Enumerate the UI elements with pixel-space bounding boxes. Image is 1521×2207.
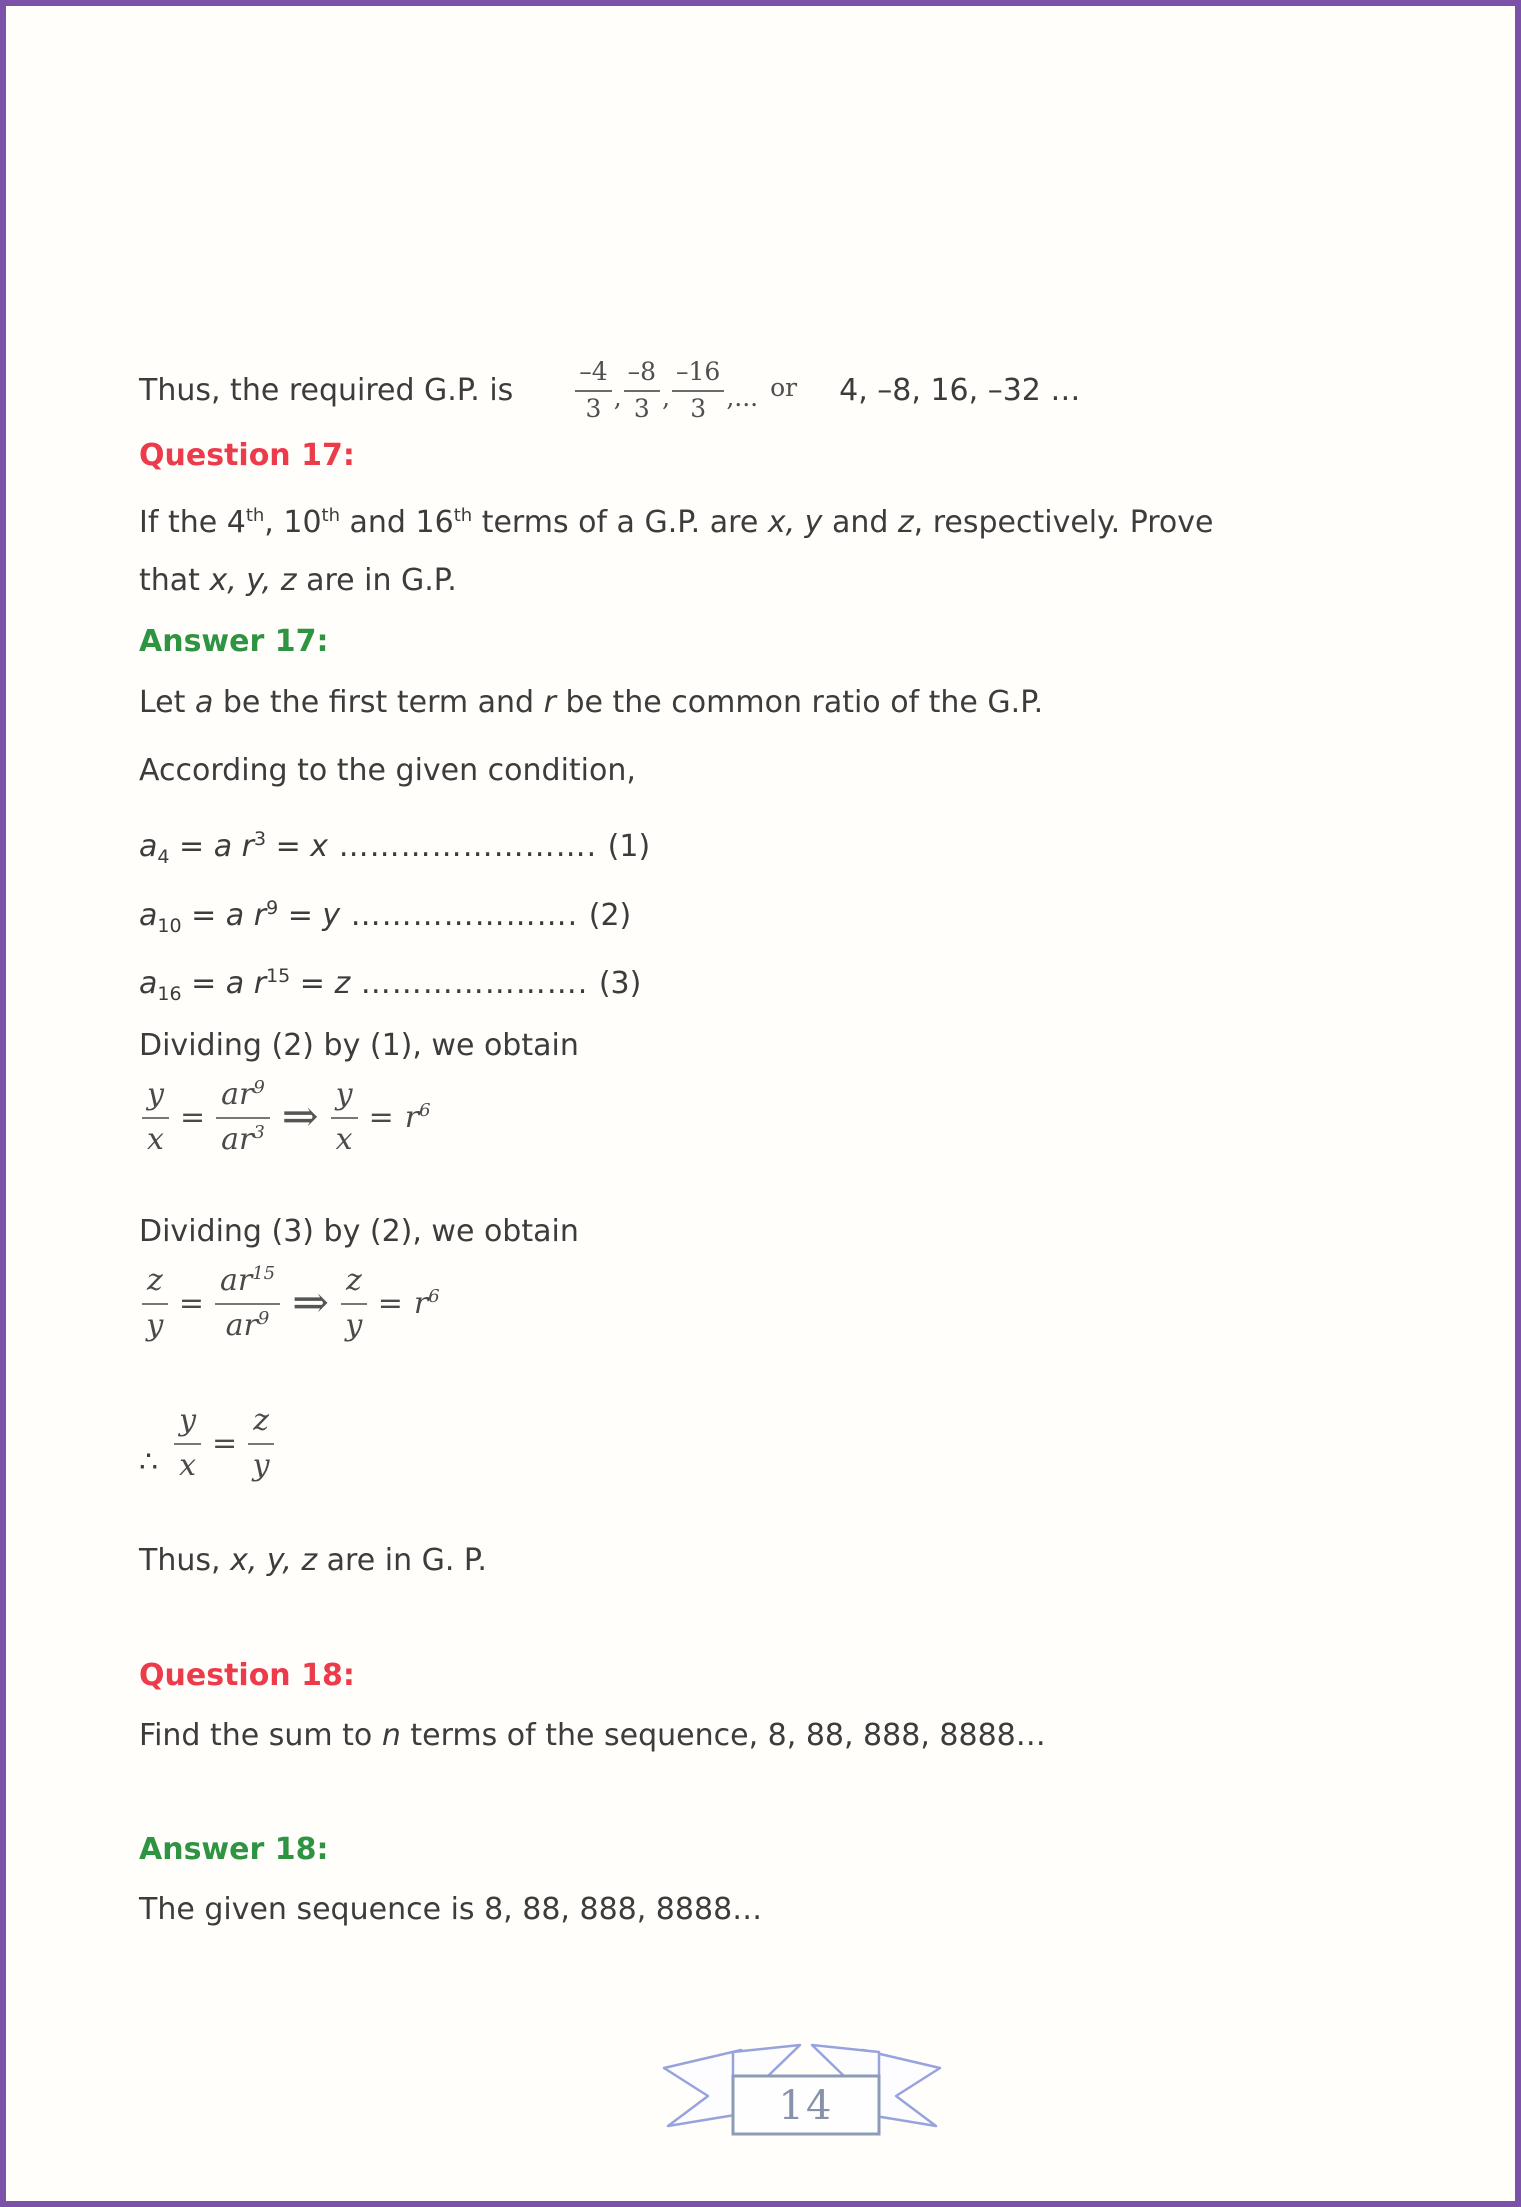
equation-2-label: (2): [588, 898, 632, 933]
question-17-text-line1: If the 4th, 10th and 16th terms of a G.P. are x, y and z, respectively. Prove: [139, 505, 1214, 540]
intro-line: [139, 358, 1080, 424]
intro-fraction-group: [575, 358, 797, 424]
fraction-ar9-over-ar3: $\frac{ar^9}{ar^3}$: [216, 1078, 270, 1157]
page-number: 14: [778, 2083, 834, 2129]
ribbon-right-fold: [812, 2045, 879, 2076]
ribbon-left-fold: [733, 2045, 800, 2076]
implies-arrow-icon: ⇒: [292, 1277, 329, 1329]
question-18-text: Find the sum to n terms of the sequence, 8, 88, 888, 8888…: [139, 1718, 1046, 1753]
fraction-z-over-y: $\frac{z}{y}$: [341, 1264, 367, 1343]
fraction-minus8-3: $\frac{-8}{3}$: [624, 358, 660, 424]
equals-sign: =: [212, 1425, 238, 1461]
equation-1: $a_4 = a$ $r^3 = x$ ……………………. (1): [139, 828, 651, 868]
question-17-text-line2: that x, y, z are in G.P.: [139, 563, 457, 598]
equals-sign: =: [179, 1099, 206, 1135]
answer-18-text: The given sequence is 8, 88, 888, 8888…: [139, 1892, 763, 1927]
fraction-y-over-x: $\frac{y}{x}$: [331, 1078, 358, 1157]
answer-18-heading: Answer 18:: [139, 1832, 329, 1867]
answer-17-heading: Answer 17:: [139, 624, 329, 659]
ordinal-suffix: th: [245, 505, 265, 526]
equation-1-label: (1): [607, 829, 651, 864]
page-number-ribbon: [656, 2038, 948, 2142]
question-18-heading: Question 18:: [139, 1658, 355, 1693]
fraction-z-over-y: $\frac{z}{y}$: [142, 1264, 168, 1343]
fraction-separator: ,: [662, 382, 671, 412]
intro-prefix: Thus, the required G.P. is: [139, 372, 514, 408]
fraction-ellipsis: ,...: [726, 382, 759, 412]
r-power-6: $r^6$: [404, 1099, 431, 1135]
equals-sign: =: [178, 1285, 204, 1321]
dividing-3-by-2-line: Dividing (3) by (2), we obtain: [139, 1214, 579, 1249]
fraction-equation-1: [142, 1078, 431, 1157]
ordinal-suffix: th: [321, 505, 340, 526]
fraction-minus16-3: $\frac{-16}{3}$: [672, 358, 724, 424]
equation-2: $a_{10} = a$ $r^9 = y$ …………………. (2): [139, 897, 632, 937]
implies-arrow-icon: ⇒: [281, 1091, 319, 1143]
fraction-equation-2: [142, 1264, 440, 1343]
intro-suffix: 4, –8, 16, –32 …: [839, 372, 1081, 408]
fraction-ar15-over-ar9: $\frac{ar^{15}}{ar^9}$: [215, 1264, 280, 1343]
fraction-y-over-x: $\frac{y}{x}$: [174, 1404, 201, 1483]
equation-3: $a_{16} = a$ $r^{15} = z$ …………………. (3): [139, 965, 642, 1005]
or-word: or: [770, 372, 798, 402]
therefore-symbol: ∴: [139, 1445, 159, 1480]
fraction-minus4-3: $\frac{-4}{3}$: [575, 358, 611, 424]
equation-3-label: (3): [598, 966, 642, 1001]
fraction-z-over-y: $\frac{z}{y}$: [248, 1404, 274, 1483]
ordinal-suffix: th: [453, 505, 473, 526]
equals-sign: =: [377, 1285, 403, 1321]
r-power-6: $r^6$: [413, 1285, 440, 1321]
equals-sign: =: [368, 1099, 394, 1135]
answer-17-line2: According to the given condition,: [139, 753, 636, 788]
fraction-y-over-x: $\frac{y}{x}$: [142, 1078, 169, 1157]
dividing-2-by-1-line: Dividing (2) by (1), we obtain: [139, 1028, 579, 1063]
thus-conclusion-line: Thus, x, y, z are in G. P.: [139, 1543, 487, 1578]
ribbon-left-tail: [664, 2050, 741, 2126]
fraction-separator: ,: [613, 382, 622, 412]
answer-17-line1: Let a be the first term and r be the common ratio of the G.P.: [139, 685, 1044, 720]
therefore-equation: [139, 1404, 274, 1483]
question-17-heading: Question 17:: [139, 438, 355, 473]
